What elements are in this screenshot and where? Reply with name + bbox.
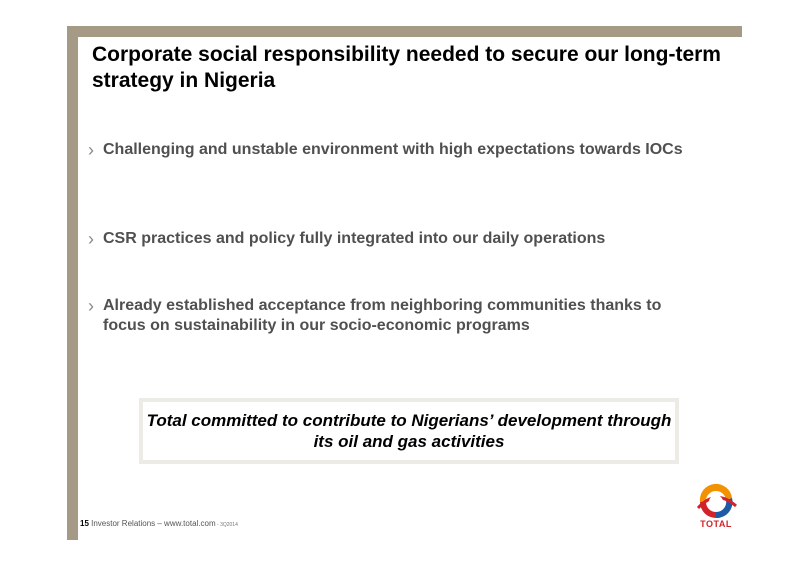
footer-text: Investor Relations – www.total.com bbox=[88, 519, 216, 528]
bullet-item bbox=[88, 229, 708, 249]
logo-wordmark: TOTAL bbox=[700, 519, 732, 529]
callout-text: Total committed to contribute to Nigerians’ development through its oil and gas activities bbox=[143, 402, 675, 460]
footer bbox=[80, 519, 238, 528]
bullet-item bbox=[88, 140, 708, 160]
left-band bbox=[67, 26, 78, 540]
chevron-right-icon: › bbox=[88, 229, 94, 249]
bullet-item bbox=[88, 296, 708, 336]
chevron-right-icon: › bbox=[88, 296, 94, 316]
bullet-text: CSR practices and policy fully integrated into our daily operations bbox=[103, 230, 606, 247]
slide-title: Corporate social responsibility needed to secure our long-term strategy in Nigeria bbox=[92, 43, 721, 92]
callout-box bbox=[139, 398, 679, 464]
page-number: 15 bbox=[80, 519, 89, 528]
bullet-text: Challenging and unstable environment with high expectations towards IOCs bbox=[103, 141, 683, 158]
chevron-right-icon: › bbox=[88, 140, 94, 160]
bullet-text: Already established acceptance from neighboring communities thanks to focus on sustainability in our socio-economic programs bbox=[103, 297, 662, 334]
header-band bbox=[67, 26, 742, 37]
footer-code: - 3Q2014 bbox=[215, 522, 238, 528]
